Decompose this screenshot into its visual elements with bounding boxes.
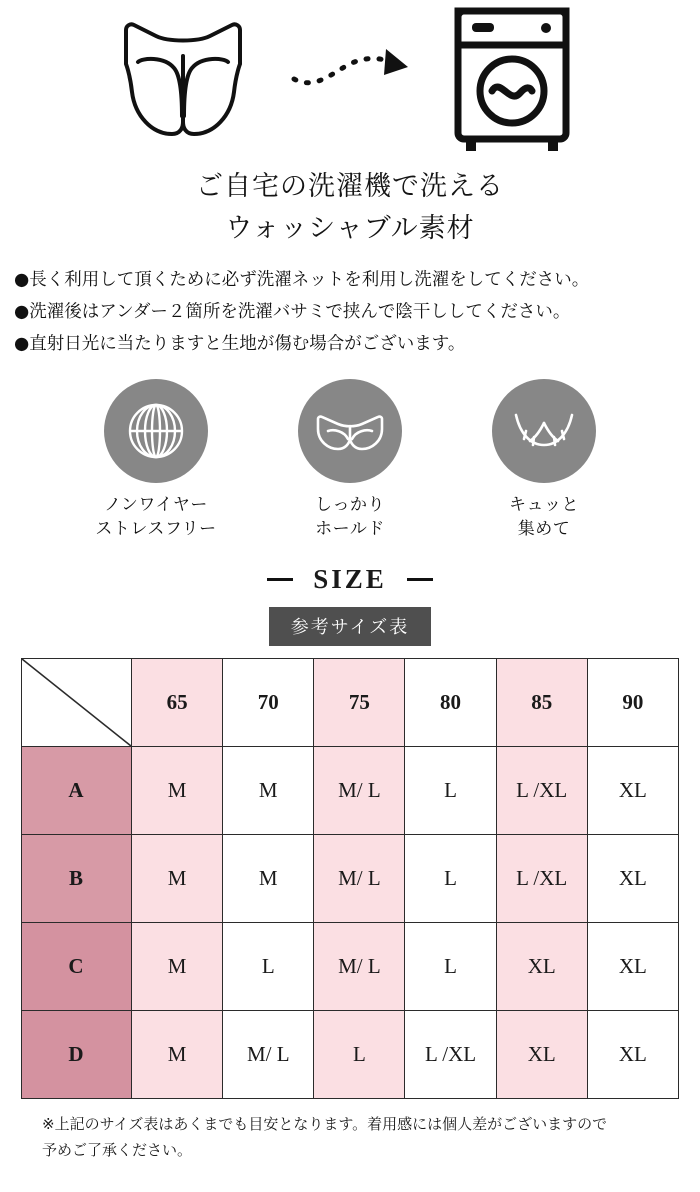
table-cell: L xyxy=(314,1011,405,1099)
headline-line1: ご自宅の洗濯機で洗える xyxy=(196,171,504,202)
hero-illustration xyxy=(0,0,700,160)
size-chart-table xyxy=(21,658,679,1099)
feature-label-line1: キュッと xyxy=(509,494,579,515)
table-cell: XL xyxy=(496,1011,587,1099)
care-instructions-list xyxy=(0,264,700,361)
table-cell: L /XL xyxy=(405,1011,496,1099)
feature-label-line1: しっかり xyxy=(315,494,385,515)
gather-up-icon xyxy=(492,379,596,483)
feature-gather xyxy=(469,379,619,542)
column-header: 75 xyxy=(314,659,405,747)
page-title xyxy=(0,166,700,250)
footnote-line1: ※上記のサイズ表はあくまでも目安となります。着用感には個人差がございますので xyxy=(42,1115,608,1134)
table-cell: XL xyxy=(587,747,678,835)
table-cell: M xyxy=(132,747,223,835)
title-dash-right xyxy=(407,578,433,581)
feature-label-line2: 集めて xyxy=(517,519,571,540)
list-item: ●洗濯後はアンダー２箇所を洗濯バサミで挟んで陰干ししてください。 xyxy=(14,302,571,323)
feature-label-line1: ノンワイヤー xyxy=(104,494,208,515)
table-row xyxy=(22,1011,679,1099)
table-cell: L /XL xyxy=(496,835,587,923)
table-cell: L /XL xyxy=(496,747,587,835)
table-cell: XL xyxy=(587,835,678,923)
row-header: C xyxy=(22,923,132,1011)
row-header: D xyxy=(22,1011,132,1099)
footnote-line2: 予めご了承ください。 xyxy=(42,1141,193,1160)
table-cell: XL xyxy=(587,1011,678,1099)
table-cell: XL xyxy=(587,923,678,1011)
table-cell: L xyxy=(405,923,496,1011)
column-header: 80 xyxy=(405,659,496,747)
column-header: 65 xyxy=(132,659,223,747)
title-dash-left xyxy=(267,578,293,581)
feature-label-line2: ストレスフリー xyxy=(95,519,217,540)
table-cell: M xyxy=(132,1011,223,1099)
size-chart-badge: 参考サイズ表 xyxy=(269,607,432,646)
table-cell: M xyxy=(223,835,314,923)
size-section-title xyxy=(0,564,700,595)
list-item: ●長く利用して頂くために必ず洗濯ネットを利用し洗濯をしてください。 xyxy=(14,269,590,290)
table-cell: M xyxy=(132,835,223,923)
feature-label-line2: ホールド xyxy=(315,519,385,540)
size-chart-footnote xyxy=(20,1111,680,1164)
table-cell: M xyxy=(132,923,223,1011)
table-cell: L xyxy=(405,747,496,835)
washing-machine-icon xyxy=(450,5,575,158)
feature-hold xyxy=(275,379,425,542)
headline-line2: ウォッシャブル素材 xyxy=(225,212,475,244)
table-cell: M/ L xyxy=(314,747,405,835)
column-header: 90 xyxy=(587,659,678,747)
size-title-text: SIZE xyxy=(313,564,387,595)
table-cell: L xyxy=(223,923,314,1011)
feature-icons-row xyxy=(0,379,700,542)
table-cell: M xyxy=(223,747,314,835)
wireless-cup-icon xyxy=(104,379,208,483)
table-cell: M/ L xyxy=(223,1011,314,1099)
table-cell: L xyxy=(405,835,496,923)
feature-wireless xyxy=(81,379,231,542)
column-header: 85 xyxy=(496,659,587,747)
row-header: A xyxy=(22,747,132,835)
table-cell: M/ L xyxy=(314,923,405,1011)
table-cell: XL xyxy=(496,923,587,1011)
row-header: B xyxy=(22,835,132,923)
table-row xyxy=(22,747,679,835)
column-header: 70 xyxy=(223,659,314,747)
table-row xyxy=(22,923,679,1011)
list-item: ●直射日光に当たりますと生地が傷む場合がございます。 xyxy=(14,334,466,355)
table-corner-cell xyxy=(22,659,132,747)
sports-bra-icon xyxy=(108,12,258,152)
firm-hold-icon xyxy=(298,379,402,483)
table-row xyxy=(22,835,679,923)
dashed-arrow-icon xyxy=(290,45,420,100)
table-cell: M/ L xyxy=(314,835,405,923)
table-header-row xyxy=(22,659,679,747)
